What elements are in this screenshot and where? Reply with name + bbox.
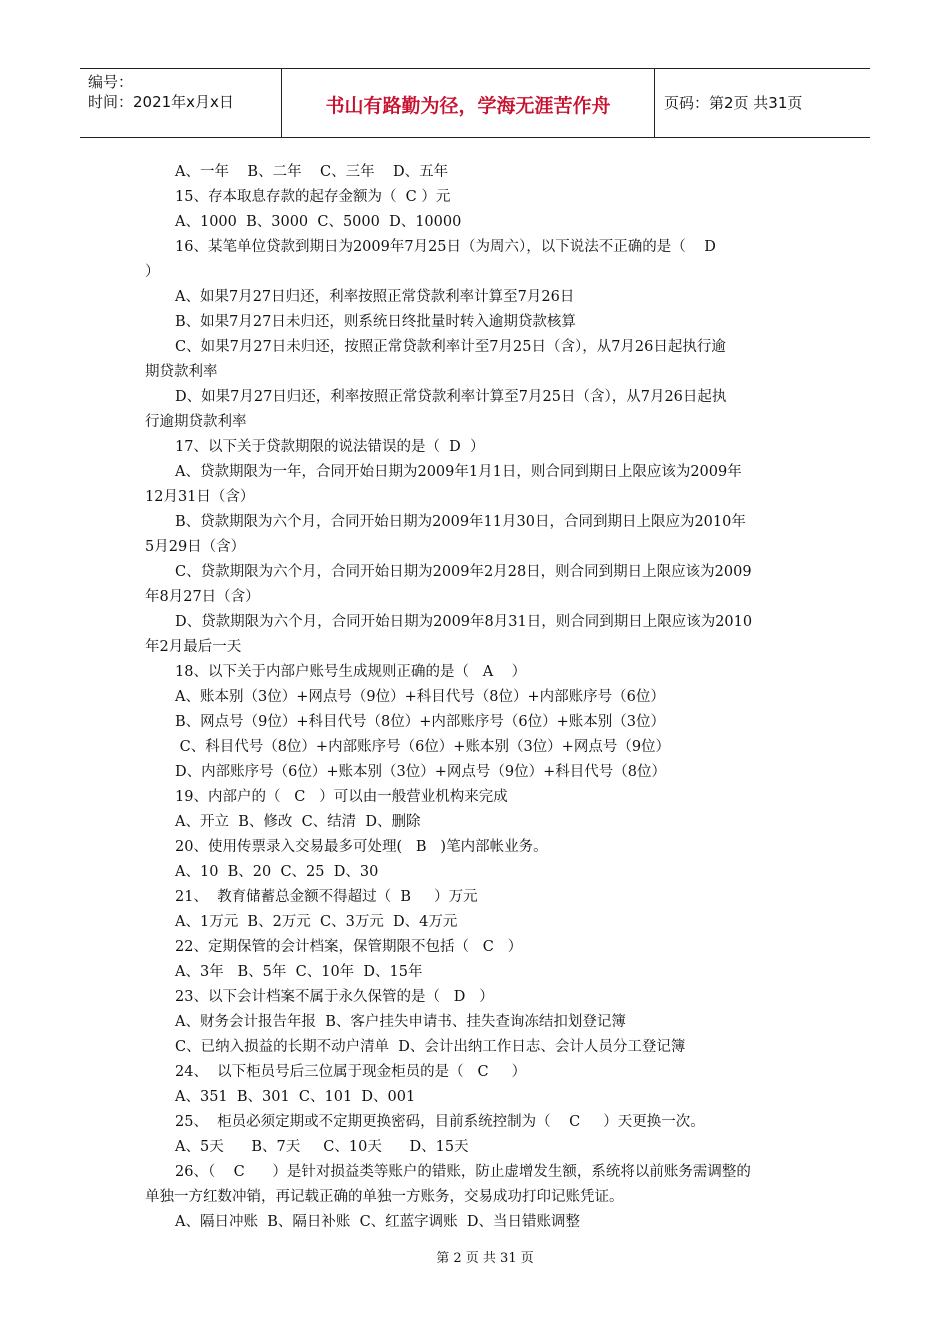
text-line: 25、 柜员必须定期或不定期更换密码，目前系统控制为（ C ）天更换一次。 (175, 1114, 705, 1130)
text-line: D、贷款期限为六个月，合同开始日期为2009年8月31日，则合同到期日上限应该为2010 (175, 614, 753, 630)
text-line: 单独一方红数冲销，再记载正确的单独一方账务，交易成功打印记账凭证。 (145, 1189, 624, 1205)
text-line: B、如果7月27日未归还，则系统日终批量时转入逾期贷款核算 (175, 314, 576, 330)
text-line: A、账本别（3位）+网点号（9位）+科目代号（8位）+内部账序号（6位） (175, 689, 665, 705)
text-line: 15、存本取息存款的起存金额为（ C ）元 (175, 189, 451, 205)
text-line: 16、某笔单位贷款到期日为2009年7月25日（为周六），以下说法不正确的是（ D (175, 239, 716, 255)
header-left-cell (88, 72, 234, 112)
text-line: A、财务会计报告年报 B、客户挂失申请书、挂失查询冻结扣划登记簿 (175, 1014, 626, 1030)
text-line: C、贷款期限为六个月，合同开始日期为2009年2月28日，则合同到期日上限应该为2009 (175, 564, 752, 580)
text-line: A、贷款期限为一年，合同开始日期为2009年1月1日，则合同到期日上限应该为2009年 (175, 464, 742, 480)
text-line: 18、以下关于内部户账号生成规则正确的是（ A ） (175, 664, 527, 680)
page-footer: 第 2 页 共 31 页 (436, 1251, 534, 1266)
text-line: A、开立 B、修改 C、结清 D、删除 (175, 814, 421, 830)
text-line: A、隔日冲账 B、隔日补账 C、红蓝字调账 D、当日错账调整 (175, 1214, 580, 1230)
text-line: A、3年 B、5年 C、10年 D、15年 (175, 964, 423, 980)
text-line: C、科目代号（8位）+内部账序号（6位）+账本别（3位）+网点号（9位） (175, 739, 671, 755)
text-line: D、内部账序号（6位）+账本别（3位）+网点号（9位）+科目代号（8位） (175, 764, 666, 780)
text-line: 期贷款利率 (145, 364, 218, 380)
text-line: 20、使用传票录入交易最多可处理( B )笔内部帐业务。 (175, 839, 548, 855)
text-line: B、贷款期限为六个月，合同开始日期为2009年11月30日，合同到期日上限应为2010年 (175, 514, 746, 530)
text-line: C、已纳入损益的长期不动户清单 D、会计出纳工作日志、会计人员分工登记簿 (175, 1039, 686, 1055)
header-divider (654, 69, 655, 137)
text-line: D、如果7月27日归还，利率按照正常贷款利率计算至7月25日（含），从7月26日起执 (175, 389, 727, 405)
text-line: 19、内部户的（ C ）可以由一般营业机构来完成 (175, 789, 508, 805)
text-line: A、1万元 B、2万元 C、3万元 D、4万元 (175, 914, 458, 930)
text-line: 17、以下关于贷款期限的说法错误的是（ D ） (175, 439, 485, 455)
code-label: 编号： (88, 73, 134, 91)
text-line: A、1000 B、3000 C、5000 D、10000 (175, 214, 462, 230)
text-line: 年8月27日（含） (145, 589, 260, 605)
time-label: 时间：2021年x月x日 (88, 93, 234, 111)
page-info: 页码：第2页 共31页 (664, 94, 803, 112)
text-line: 21、 教育储蓄总金额不得超过（ B ）万元 (175, 889, 478, 905)
text-line: 12月31日（含） (145, 489, 255, 505)
text-line: C、如果7月27日未归还，按照正常贷款利率计至7月25日（含），从7月26日起执行逾 (175, 339, 726, 355)
text-line: ） (145, 264, 160, 280)
text-line: B、网点号（9位）+科目代号（8位）+内部账序号（6位）+账本别（3位） (175, 714, 666, 730)
text-line: A、351 B、301 C、101 D、001 (175, 1089, 416, 1105)
document-body (145, 160, 810, 1235)
text-line: 年2月最后一天 (145, 639, 242, 655)
text-line: A、5天 B、7天 C、10天 D、15天 (175, 1139, 469, 1155)
text-line: 行逾期贷款利率 (145, 414, 247, 430)
page-header (80, 68, 870, 138)
text-line: 26、（ C ）是针对损益类等账户的错账，防止虚增发生额，系统将以前账务需调整的 (175, 1164, 751, 1180)
text-line: 24、 以下柜员号后三位属于现金柜员的是（ C ） (175, 1064, 527, 1080)
text-line: A、一年 B、二年 C、三年 D、五年 (175, 164, 449, 180)
text-line: A、如果7月27日归还，利率按照正常贷款利率计算至7月26日 (175, 289, 575, 305)
text-line: A、10 B、20 C、25 D、30 (175, 864, 379, 880)
text-line: 23、以下会计档案不属于永久保管的是（ D ） (175, 989, 494, 1005)
text-line: 22、定期保管的会计档案，保管期限不包括（ C ） (175, 939, 523, 955)
text-line: 5月29日（含） (145, 539, 246, 555)
motto: 书山有路勤为径，学海无涯苦作舟 (325, 95, 611, 117)
